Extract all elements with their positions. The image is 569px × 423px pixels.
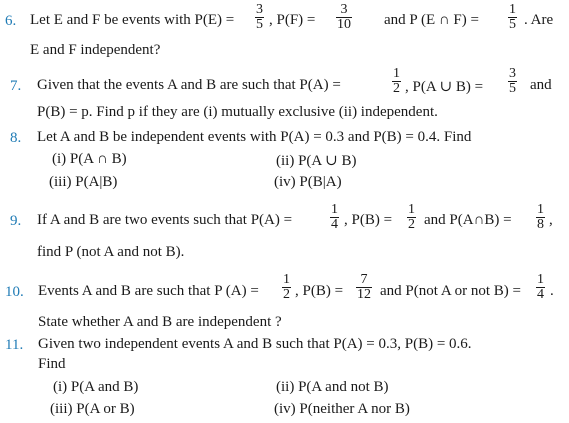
sub-item-i: (i) P(A ∩ B) bbox=[52, 151, 127, 167]
sub-item-ii: (ii) P(A and not B) bbox=[276, 379, 389, 395]
fraction: $\frac{1}{2}$ bbox=[283, 272, 290, 302]
sub-item-iii: (iii) P(A|B) bbox=[49, 174, 118, 190]
question-number: 11. bbox=[5, 337, 24, 353]
fraction: $\frac{1}{5}$ bbox=[509, 2, 516, 32]
fraction: $\frac{3}{5}$ bbox=[509, 66, 516, 96]
question-text: Let E and F be events with P(E) = bbox=[30, 12, 235, 28]
fraction: $\frac{1}{2}$ bbox=[393, 66, 400, 96]
sub-item-ii: (ii) P(A ∪ B) bbox=[276, 153, 357, 169]
fraction: $\frac{3}{5}$ bbox=[256, 2, 263, 32]
fraction: $\frac{1}{4}$ bbox=[537, 272, 544, 302]
question-text-line2: E and F independent? bbox=[30, 42, 161, 58]
question-text: Events A and B are such that P (A) = bbox=[38, 283, 259, 299]
fraction: $\frac{7}{12}$ bbox=[357, 272, 371, 302]
sub-item-iv: (iv) P(B|A) bbox=[274, 174, 342, 190]
question-text: If A and B are two events such that P(A) = bbox=[37, 212, 293, 228]
question-text: , bbox=[549, 212, 553, 228]
question-text: Let A and B be independent events with P(A) = 0.3 and P(B) = 0.4. Find bbox=[37, 129, 472, 145]
fraction: $\frac{1}{8}$ bbox=[537, 202, 544, 232]
fraction: $\frac{3}{10}$ bbox=[337, 2, 351, 32]
fraction: $\frac{1}{4}$ bbox=[331, 202, 338, 232]
question-text-line2: P(B) = p. Find p if they are (i) mutually exclusive (ii) independent. bbox=[37, 104, 438, 120]
question-text: Given two independent events A and B such that P(A) = 0.3, P(B) = 0.6. bbox=[38, 336, 472, 352]
question-text-find: Find bbox=[38, 356, 66, 372]
question-text: , P(B) = bbox=[295, 283, 344, 299]
question-text: . Are bbox=[524, 12, 554, 28]
question-text: and P(A∩B) = bbox=[424, 212, 512, 228]
question-text: and P(not A or not B) = bbox=[380, 283, 521, 299]
sub-item-iii: (iii) P(A or B) bbox=[50, 401, 135, 417]
sub-item-iv: (iv) P(neither A nor B) bbox=[274, 401, 410, 417]
question-text: Given that the events A and B are such that P(A) = bbox=[37, 77, 341, 93]
question-text: , P(A ∪ B) = bbox=[405, 79, 484, 95]
question-text: and P (E ∩ F) = bbox=[384, 12, 479, 28]
question-number: 7. bbox=[10, 78, 22, 94]
question-number: 10. bbox=[5, 284, 24, 300]
question-text-line2: find P (not A and not B). bbox=[37, 244, 185, 260]
question-number: 6. bbox=[5, 13, 17, 29]
question-text-line2: State whether A and B are independent ? bbox=[38, 314, 282, 330]
question-text: and bbox=[530, 77, 552, 93]
sub-item-i: (i) P(A and B) bbox=[53, 379, 139, 395]
question-number: 8. bbox=[10, 130, 22, 146]
fraction: $\frac{1}{2}$ bbox=[408, 202, 415, 232]
question-text: , P(F) = bbox=[269, 12, 316, 28]
question-text: , P(B) = bbox=[344, 212, 393, 228]
question-number: 9. bbox=[10, 213, 22, 229]
question-text: . bbox=[550, 283, 554, 299]
